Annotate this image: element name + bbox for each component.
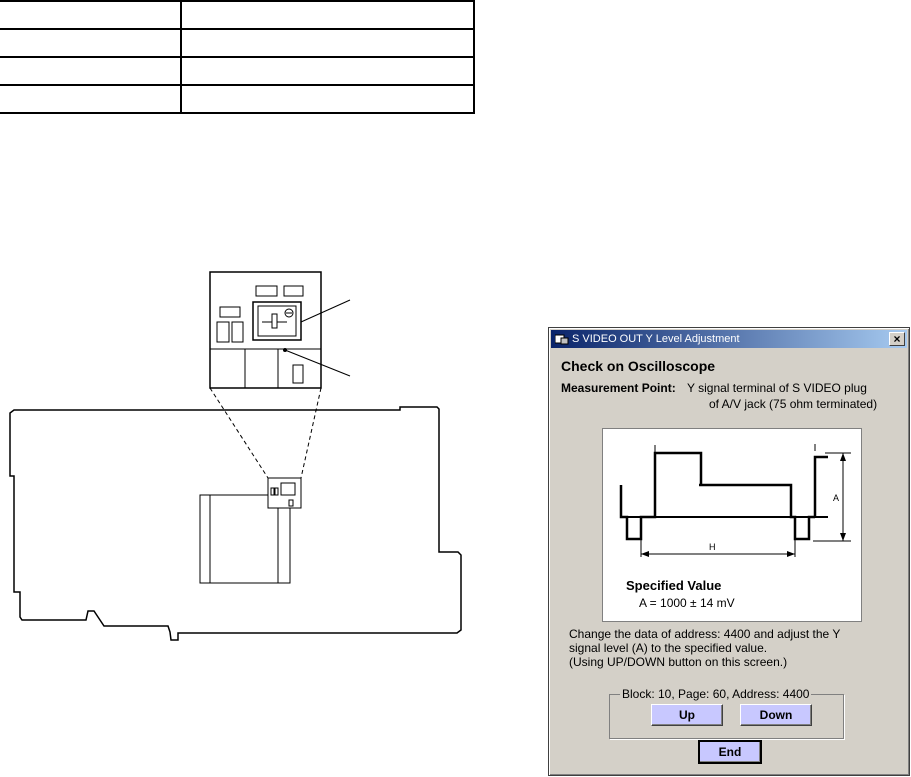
period-label: H [709, 542, 716, 552]
specified-value: A = 1000 ± 14 mV [639, 596, 735, 610]
table-row [0, 85, 474, 113]
specified-value-title: Specified Value [626, 578, 722, 593]
app-icon [555, 334, 569, 345]
measurement-point-line2: of A/V jack (75 ohm terminated) [709, 397, 878, 411]
title-bar[interactable] [551, 330, 907, 348]
address-group-label: Block: 10, Page: 60, Address: 4400 [622, 687, 810, 701]
waveform-image [602, 428, 862, 622]
amplitude-label: A [833, 493, 840, 503]
measurement-point-line1: Y signal terminal of S VIDEO plug [687, 381, 867, 395]
board-diagram [0, 265, 480, 655]
instruction-line: (Using UP/DOWN button on this screen.) [569, 655, 788, 669]
table-row [0, 1, 474, 29]
dialog-heading: Check on Oscilloscope [561, 358, 716, 374]
instructions [569, 627, 899, 669]
spec-table [0, 0, 475, 114]
up-button[interactable]: Up [651, 704, 723, 726]
instruction-line: signal level (A) to the specified value. [569, 641, 768, 655]
adjustment-dialog [548, 327, 910, 776]
down-button[interactable]: Down [740, 704, 812, 726]
table-row [0, 29, 474, 57]
address-group [609, 687, 844, 739]
close-icon: × [893, 332, 901, 346]
instruction-line: Change the data of address: 4400 and adjust the Y [569, 627, 841, 641]
window-title: S VIDEO OUT Y Level Adjustment [572, 333, 740, 345]
table-row [0, 57, 474, 85]
end-button[interactable]: End [698, 740, 762, 764]
measurement-label: Measurement Point: [561, 381, 676, 395]
close-button[interactable] [889, 332, 905, 346]
